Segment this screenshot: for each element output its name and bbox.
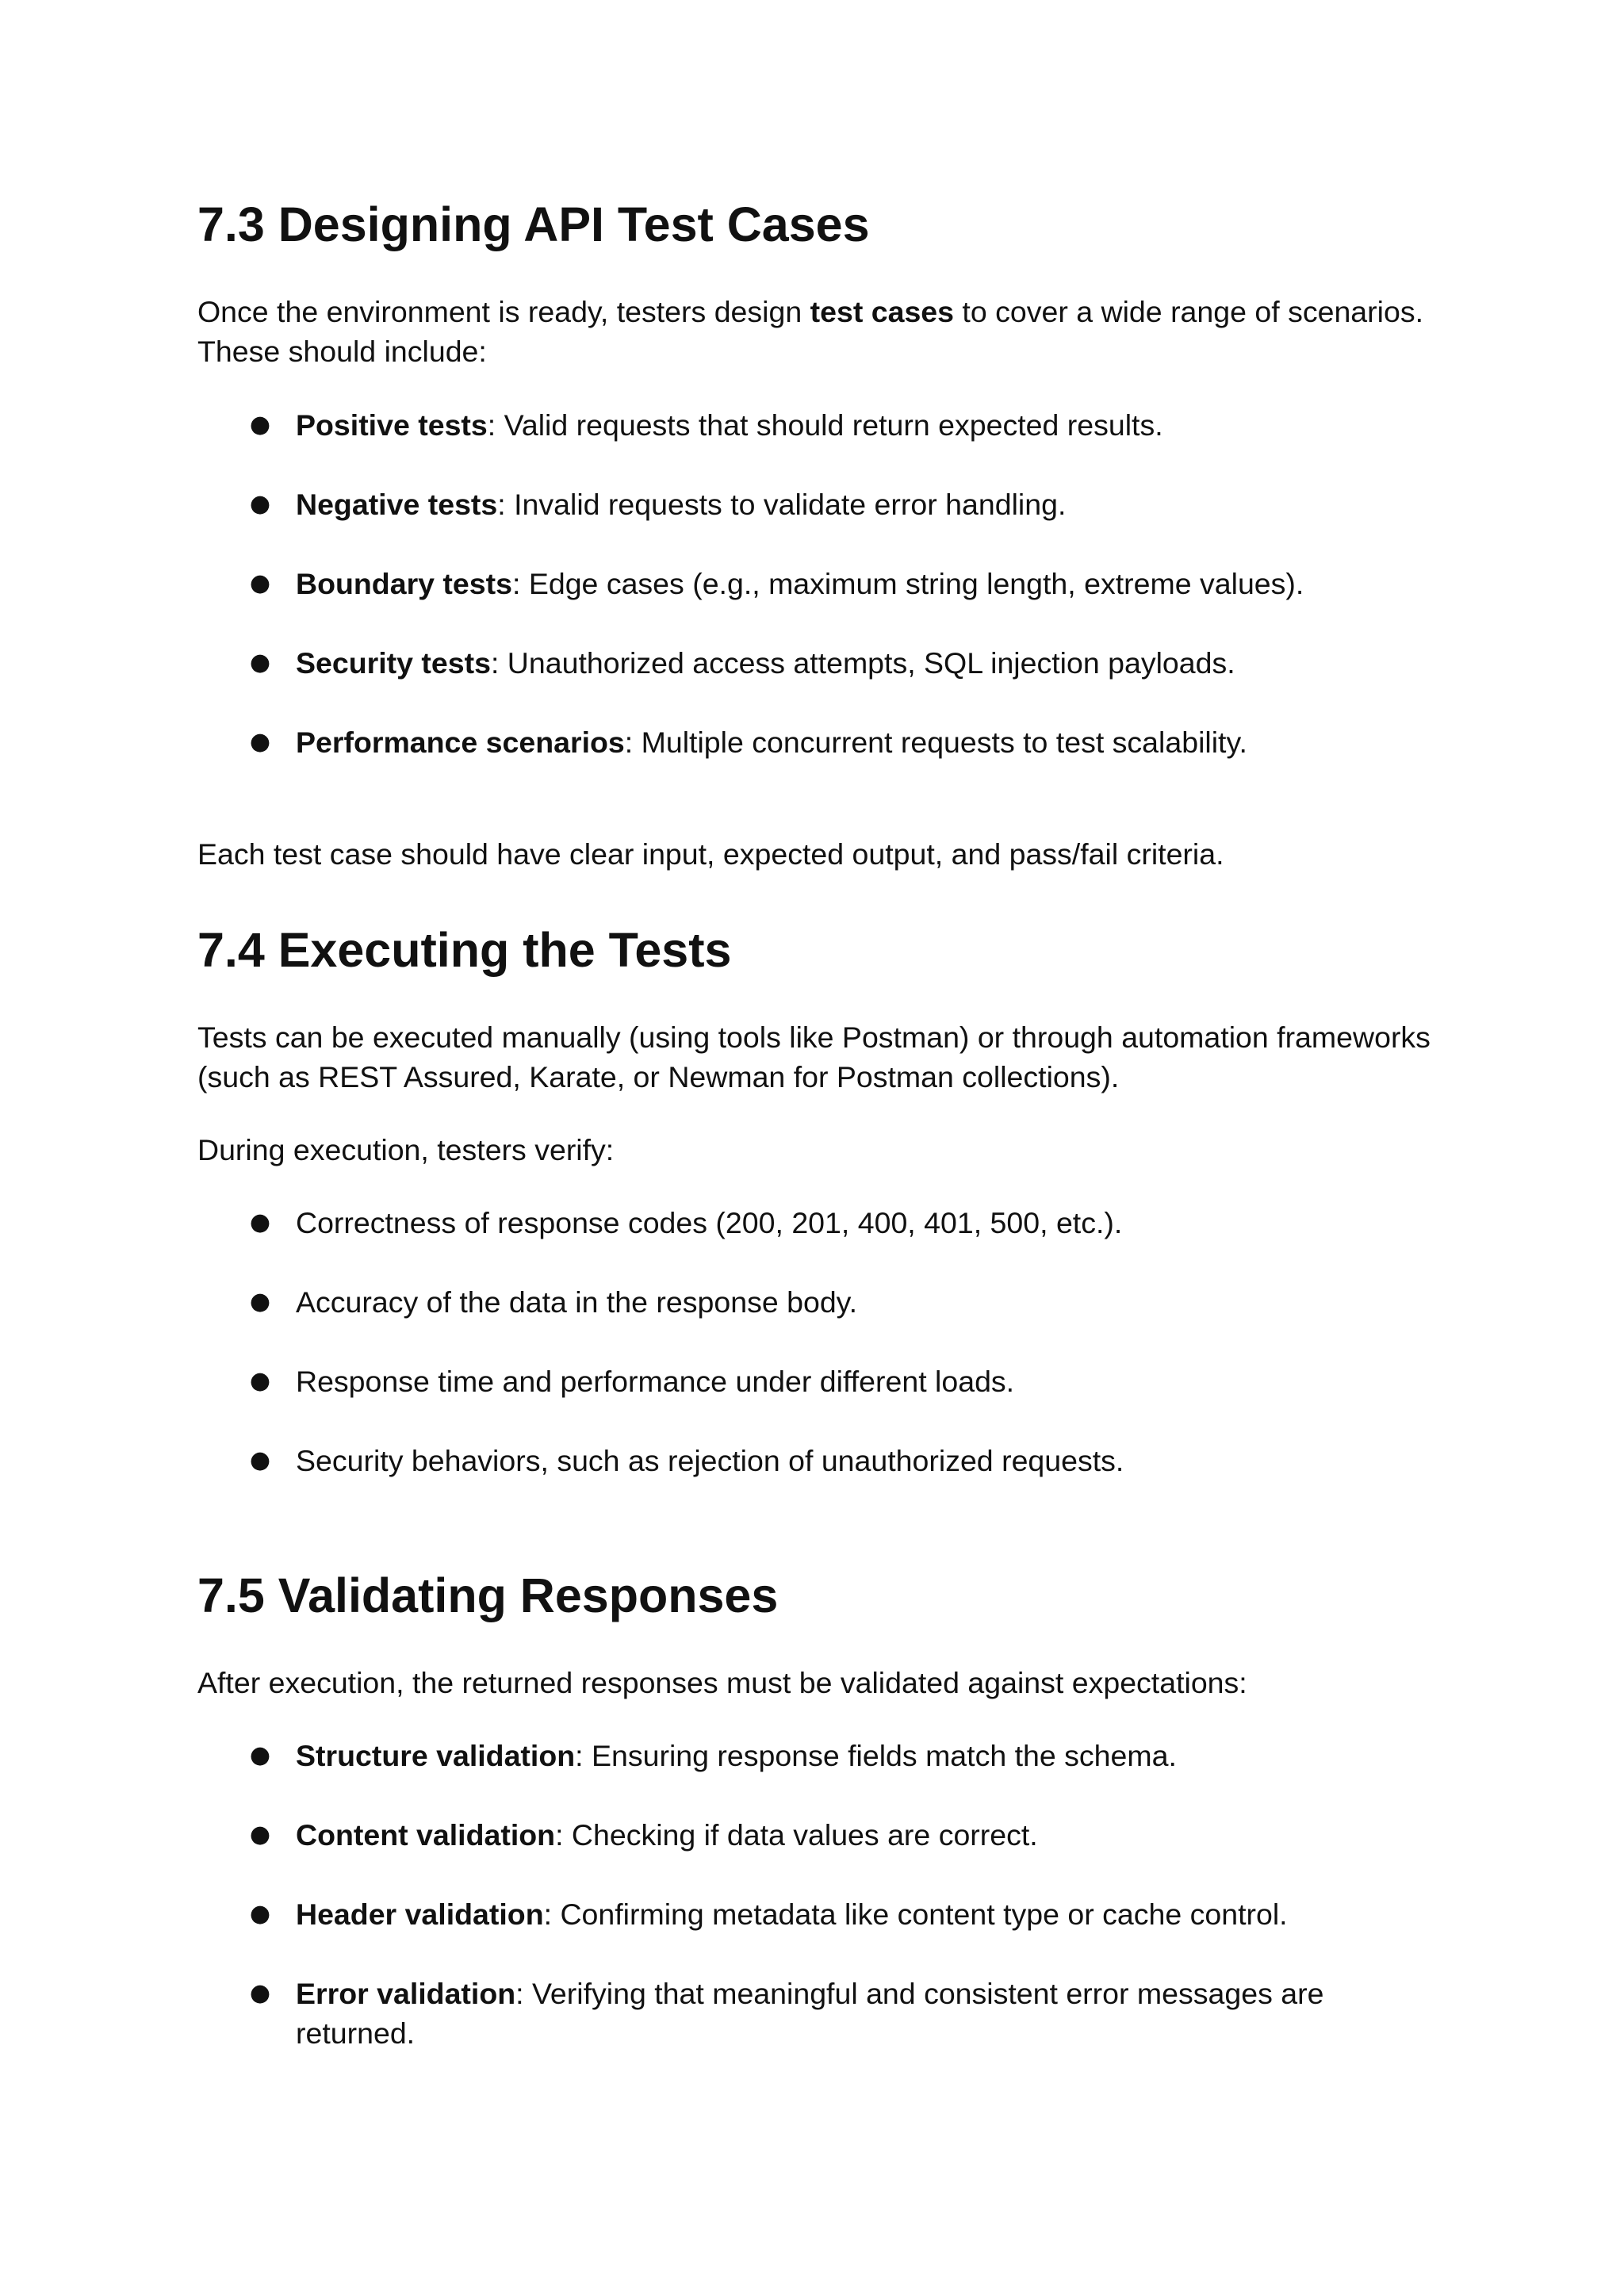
list-item <box>197 1736 1434 1775</box>
list-item-text <box>296 1894 1434 1934</box>
list-item-text <box>296 643 1434 683</box>
list-item-term: Structure validation <box>296 1739 576 1772</box>
bullet-icon: ● <box>249 649 271 676</box>
list-item-term: Positive tests <box>296 408 488 442</box>
section-7-3-closing: Each test case should have clear input, expected output, and pass/fail criteria. <box>197 837 1224 871</box>
list-item <box>197 484 1434 524</box>
list-item <box>197 405 1434 445</box>
list-item <box>197 1815 1434 1855</box>
intro-text-start: Once the environment is ready, testers design <box>197 295 810 328</box>
bullet-icon: ● <box>249 1288 271 1316</box>
list-item-text <box>296 484 1434 524</box>
intro-text-end: to cover a wide range of scenarios. These should include: <box>197 295 1423 368</box>
section-7-4-lead-in: During execution, testers verify: <box>197 1133 615 1166</box>
bullet-icon: ● <box>249 1446 271 1474</box>
list-item-description: : Ensuring response fields match the schema. <box>575 1739 1177 1772</box>
section-heading-7-5: 7.5 Validating Responses <box>197 1568 779 1622</box>
list-item-text <box>296 1974 1434 2053</box>
list-item-description: : Invalid requests to validate error handling. <box>497 488 1067 521</box>
bullet-icon: ● <box>249 490 271 518</box>
list-item-description: : Verifying that meaningful and consistent error messages are returned. <box>296 1977 1324 2050</box>
list-item-term: Error validation <box>296 1977 516 2010</box>
bullet-icon: ● <box>249 569 271 597</box>
section-heading-7-3: 7.3 Designing API Test Cases <box>197 197 870 251</box>
list-item-description: : Checking if data values are correct. <box>555 1818 1038 1852</box>
list-item-text: Accuracy of the data in the response body. <box>296 1285 858 1319</box>
list-item <box>197 643 1434 683</box>
list-item-term: Negative tests <box>296 488 498 521</box>
list-item-description: : Unauthorized access attempts, SQL injection payloads. <box>490 646 1235 680</box>
list-item-term: Security tests <box>296 646 491 680</box>
bullet-icon: ● <box>249 1900 271 1928</box>
section-7-5-intro: After execution, the returned responses must be validated against expectations: <box>197 1666 1247 1699</box>
bullet-icon: ● <box>249 1821 271 1848</box>
bullet-icon: ● <box>249 1367 271 1395</box>
list-item-text: Correctness of response codes (200, 201, 400, 401, 500, etc.). <box>296 1206 1123 1239</box>
list-item-text <box>296 722 1434 762</box>
list-item-text <box>296 405 1434 445</box>
bullet-icon: ● <box>249 728 271 756</box>
bullet-icon: ● <box>249 1979 271 2007</box>
list-item-term: Performance scenarios <box>296 726 625 759</box>
list-item-term: Boundary tests <box>296 567 512 600</box>
list-item <box>197 1282 1434 1322</box>
list-item-description: : Edge cases (e.g., maximum string length, extreme values). <box>511 567 1304 600</box>
list-item-description: : Confirming metadata like content type or cache control. <box>543 1898 1288 1931</box>
list-item-text <box>296 1815 1434 1855</box>
list-item-text <box>296 564 1434 603</box>
list-item <box>197 1974 1434 2053</box>
list-item <box>197 1203 1434 1243</box>
list-item <box>197 722 1434 762</box>
list-item <box>197 1361 1434 1401</box>
intro-bold-term: test cases <box>810 295 955 328</box>
list-item <box>197 1441 1434 1480</box>
list-item-description: : Multiple concurrent requests to test scalability. <box>624 726 1247 759</box>
bullet-icon: ● <box>249 411 271 439</box>
section-7-3-intro <box>197 292 1434 371</box>
list-item-description: : Valid requests that should return expected results. <box>487 408 1163 442</box>
bullet-icon: ● <box>249 1741 271 1769</box>
section-heading-7-4: 7.4 Executing the Tests <box>197 923 732 977</box>
list-item-text: Security behaviors, such as rejection of unauthorized requests. <box>296 1444 1124 1477</box>
list-item-term: Content validation <box>296 1818 556 1852</box>
list-item <box>197 564 1434 603</box>
section-7-4-paragraph: Tests can be executed manually (using tools like Postman) or through automation frameworks (such as REST Assured, Karate, or Newman for Postman collections). <box>197 1021 1431 1093</box>
list-item-text <box>296 1736 1434 1775</box>
list-item-text: Response time and performance under different loads. <box>296 1365 1015 1398</box>
list-item <box>197 1894 1434 1934</box>
bullet-icon: ● <box>249 1208 271 1236</box>
list-item-term: Header validation <box>296 1898 544 1931</box>
